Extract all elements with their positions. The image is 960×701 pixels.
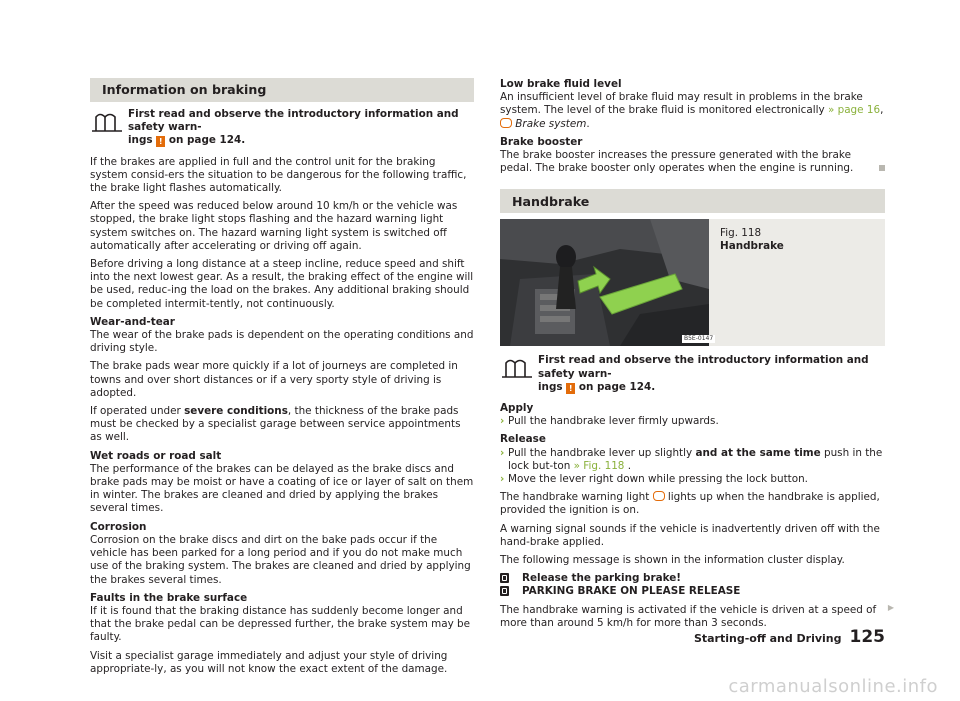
italic-text: Brake system	[512, 117, 587, 130]
subheading-apply: Apply	[500, 402, 534, 415]
paragraph: The handbrake warning is activated if the vehicle is driven at a speed of more than around 5 km/h for more than 3 seconds.	[500, 603, 877, 629]
chapter-title: Starting-off and Driving	[693, 632, 842, 645]
text: An insufficient level of brake fluid may result in problems in the brake system. The level of the brake fluid is monitored electronically	[500, 91, 863, 117]
page-number: 125	[849, 627, 885, 647]
intro-page-ref[interactable]: on page 124.	[165, 134, 246, 147]
paragraph: Before driving a long distance at a steep incline, reduce speed and shift into the next lowest gear. As a result, the braking effect of the engine will be used, reduc-ing the load on the brakes. Any additional braking should be completed intermit-tently, not continuously.	[90, 258, 474, 310]
message-text: Release the parking brake!	[522, 572, 682, 585]
paragraph: If it is found that the braking distance has suddenly become longer and that the brake pedal can be depressed further, the brake system may be faulty.	[90, 604, 471, 644]
bullet-arrow-icon: ›	[500, 473, 505, 486]
figure-title: Handbrake	[720, 240, 784, 253]
paragraph	[500, 91, 885, 131]
text: .	[586, 117, 590, 130]
figure-link[interactable]: » Fig. 118	[573, 459, 625, 472]
page-link[interactable]: » page 16	[827, 104, 881, 117]
brake-warning-light-icon	[500, 118, 512, 128]
figure-118	[500, 219, 885, 346]
bullet-arrow-icon: ›	[500, 446, 505, 459]
display-message-1	[500, 572, 885, 585]
bold-text: severe conditions	[184, 405, 288, 418]
subheading-faults: Faults in the brake surface	[90, 591, 248, 604]
left-column	[90, 78, 474, 681]
intro-text: First read and observe the introductory information and safety warn-	[538, 354, 869, 380]
text: .	[624, 459, 632, 472]
display-icon	[500, 573, 509, 583]
display-message-2	[500, 585, 885, 598]
text: Pull the handbrake lever firmly upwards.	[508, 415, 719, 428]
section-heading-braking	[90, 78, 474, 102]
paragraph: The brake pads wear more quickly if a lot of journeys are completed in towns and over short distances or if a very sporty style of driving is adopted.	[90, 360, 458, 399]
section-title: Handbrake	[512, 193, 590, 209]
right-column	[500, 78, 885, 635]
subheading-corrosion: Corrosion	[90, 520, 147, 533]
subheading-wet-roads: Wet roads or road salt	[90, 449, 222, 462]
intro-note	[90, 108, 474, 148]
paragraph	[500, 491, 885, 517]
bold-text: and at the same time	[695, 446, 821, 459]
text: push in the lock but-ton	[508, 446, 883, 472]
text: The handbrake warning light	[500, 491, 653, 504]
text: If operated under	[90, 405, 185, 418]
figure-label: Fig. 118	[720, 227, 762, 240]
end-mark-icon	[879, 165, 885, 171]
paragraph	[500, 149, 885, 175]
intro-page-ref[interactable]: on page 124.	[575, 380, 656, 393]
paragraph: Corrosion on the brake discs and dirt on the bake pads occur if the vehicle has been parked for a long period and if you do not make much use of the braking system. The brakes are cleaned and dried by applying the brakes several times.	[90, 533, 471, 586]
paragraph: After the speed was reduced below around 10 km/h or the vehicle was stopped, the brake light stops flashing and the hazard warning light system switches on. The hazard warning light system is switched off automatically after accelerating or driving off again.	[90, 200, 458, 252]
handbrake-photo	[500, 219, 709, 346]
handbrake-warning-light-icon	[653, 491, 665, 501]
figure-caption	[720, 227, 784, 253]
list-item	[500, 473, 885, 486]
subheading-wear: Wear-and-tear	[90, 315, 175, 328]
book-icon	[90, 111, 124, 133]
watermark: carmanualsonline.info	[728, 676, 938, 697]
intro-text: First read and observe the introductory information and safety warn-	[128, 108, 459, 134]
list-item	[500, 415, 885, 428]
list-item	[500, 447, 885, 473]
paragraph: The wear of the brake pads is dependent on the operating conditions and driving style.	[90, 329, 474, 355]
paragraph	[90, 405, 474, 445]
message-text: PARKING BRAKE ON PLEASE RELEASE	[522, 585, 741, 598]
text: Pull the handbrake lever up slightly	[508, 446, 696, 459]
intro-note	[500, 354, 885, 394]
book-icon	[500, 357, 534, 379]
subheading-booster: Brake booster	[500, 135, 583, 148]
text: lights up when the handbrake is applied, provided the ignition is on.	[500, 491, 880, 517]
paragraph: The performance of the brakes can be delayed as the brake discs and brake pads may be moist or have a coating of ice or layer of salt on them in winter. The brakes are cleaned and dried by applying the brakes several times.	[90, 462, 474, 515]
text: The brake booster increases the pressure generated with the brake pedal. The brake booster only operates when the engine is running.	[500, 149, 854, 175]
subheading-release: Release	[500, 433, 546, 446]
paragraph: If the brakes are applied in full and the control unit for the braking system consid-ers the situation to be dangerous for the following traffic, the brake light flashes automatically.	[90, 155, 467, 195]
intro-text-2: ings	[128, 134, 153, 147]
warning-icon: !	[156, 136, 165, 147]
section-title: Information on braking	[102, 82, 267, 98]
display-icon	[500, 586, 509, 596]
text: , the thickness of the brake pads must be checked by a specialist garage between service appointments as well.	[90, 405, 461, 444]
bullet-arrow-icon: ›	[500, 415, 505, 428]
section-heading-handbrake	[500, 189, 885, 213]
paragraph: A warning signal sounds if the vehicle is inadvertently driven off with the hand-brake applied.	[500, 522, 880, 548]
continued-arrow-icon: ▶	[887, 603, 894, 612]
page-footer	[540, 627, 885, 647]
paragraph: The following message is shown in the information cluster display.	[500, 554, 845, 567]
warning-icon: !	[566, 383, 575, 394]
intro-text-2: ings	[538, 380, 563, 393]
text: Move the lever right down while pressing the lock button.	[508, 473, 808, 486]
text: ,	[880, 104, 884, 117]
figure-code: B5E-0147	[684, 335, 714, 343]
paragraph: Visit a specialist garage immediately and adjust your style of driving appropriate-ly, as you will not know the exact extent of the damage.	[90, 649, 448, 675]
subheading-fluid: Low brake fluid level	[500, 78, 622, 90]
